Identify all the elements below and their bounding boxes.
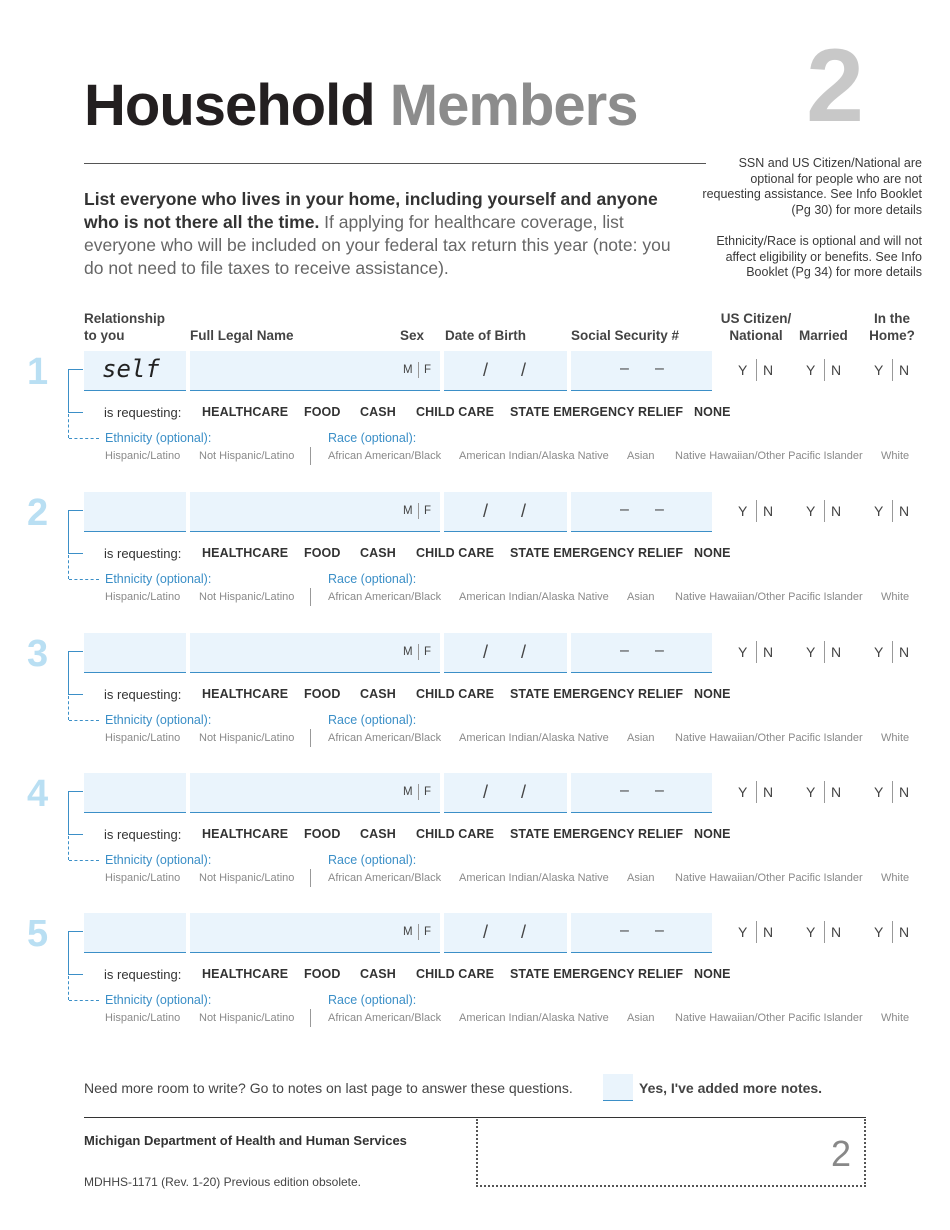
col-home [864, 310, 920, 344]
race-american-indian[interactable]: American Indian/Alaska Native [459, 450, 609, 462]
member-row-1 [0, 351, 950, 481]
request-child-care[interactable]: CHILD CARE [416, 827, 495, 841]
ethnicity-race-divider [310, 869, 311, 887]
row-dashed-connector-h [69, 860, 99, 861]
request-state-emergency-relief[interactable]: STATE EMERGENCY RELIEF [510, 687, 684, 701]
ethnicity-label: Ethnicity (optional): [105, 713, 212, 727]
member-number: 2 [27, 492, 49, 534]
dob-slash-2: / [521, 501, 527, 521]
col-relationship-line2: to you [84, 328, 125, 343]
in-home-divider [892, 500, 893, 522]
ethnicity-not-hispanic[interactable]: Not Hispanic/Latino [199, 591, 295, 603]
request-state-emergency-relief[interactable]: STATE EMERGENCY RELIEF [510, 967, 684, 981]
request-child-care[interactable]: CHILD CARE [416, 687, 495, 701]
race-pacific-islander[interactable]: Native Hawaiian/Other Pacific Islander [675, 732, 863, 744]
col-name: Full Legal Name [190, 328, 294, 343]
member-number: 5 [27, 913, 49, 955]
ssn-dash-1: – [620, 360, 629, 377]
request-none[interactable]: NONE [694, 967, 731, 981]
race-american-indian[interactable]: American Indian/Alaska Native [459, 872, 609, 884]
in-home-divider [892, 921, 893, 943]
request-healthcare[interactable]: HEALTHCARE [202, 967, 289, 981]
full-name-field[interactable] [190, 351, 440, 391]
ethnicity-hispanic[interactable]: Hispanic/Latino [105, 591, 181, 603]
date-of-birth-field[interactable] [444, 492, 567, 532]
race-label: Race (optional): [328, 713, 417, 727]
is-requesting-label: is requesting: [104, 405, 182, 420]
is-requesting-label: is requesting: [104, 546, 182, 561]
request-state-emergency-relief[interactable]: STATE EMERGENCY RELIEF [510, 827, 684, 841]
request-none[interactable]: NONE [694, 405, 731, 419]
ssn-dash-2: – [655, 501, 664, 518]
race-american-indian[interactable]: American Indian/Alaska Native [459, 591, 609, 603]
office-use-box [476, 1119, 866, 1187]
ssn-field[interactable] [571, 492, 712, 532]
row-dashed-connector [68, 836, 69, 860]
dob-slash-1: / [483, 360, 489, 380]
request-food[interactable]: FOOD [304, 687, 341, 701]
dob-slash-2: / [521, 642, 527, 662]
is-requesting-label: is requesting: [104, 967, 182, 982]
more-notes-prompt: Need more room to write? Go to notes on last page to answer these questions. [84, 1080, 573, 1096]
race-white[interactable]: White [881, 1012, 910, 1024]
col-ssn: Social Security # [571, 328, 680, 343]
ethnicity-not-hispanic[interactable]: Not Hispanic/Latino [199, 872, 295, 884]
race-african-american[interactable]: African American/Black [328, 450, 442, 462]
sex-divider [418, 644, 419, 660]
citizen-divider [756, 500, 757, 522]
race-asian[interactable]: Asian [627, 591, 655, 603]
in-home-yes[interactable]: Y [874, 644, 884, 660]
footer-divider [84, 1117, 866, 1118]
race-label: Race (optional): [328, 431, 417, 445]
sex-female-option[interactable]: F [424, 646, 432, 658]
race-pacific-islander[interactable]: Native Hawaiian/Other Pacific Islander [675, 591, 863, 603]
citizen-no[interactable]: N [763, 644, 774, 660]
citizen-yes[interactable]: Y [738, 362, 748, 378]
col-relationship-line1: Relationship [84, 311, 166, 326]
date-of-birth-field[interactable] [444, 773, 567, 813]
col-citizen [716, 310, 796, 344]
ethnicity-not-hispanic[interactable]: Not Hispanic/Latino [199, 732, 295, 744]
race-american-indian[interactable]: American Indian/Alaska Native [459, 732, 609, 744]
sex-male-option[interactable]: M [403, 926, 413, 938]
col-dob: Date of Birth [445, 328, 526, 343]
dob-slash-1: / [483, 922, 489, 942]
sex-divider [418, 924, 419, 940]
in-home-no[interactable]: N [899, 644, 910, 660]
row-dashed-connector-h [69, 1000, 99, 1001]
citizen-no[interactable]: N [763, 784, 774, 800]
race-african-american[interactable]: African American/Black [328, 1012, 442, 1024]
more-notes-checkbox[interactable] [603, 1074, 633, 1101]
ethnicity-label: Ethnicity (optional): [105, 431, 212, 445]
request-none[interactable]: NONE [694, 546, 731, 560]
col-citizen-line1: US Citizen/ [720, 311, 792, 326]
member-row-4 [0, 773, 950, 903]
citizen-divider [756, 781, 757, 803]
col-sex: Sex [400, 328, 425, 343]
race-note: Ethnicity/Race is optional and will not affect eligibility or benefits. See Info Booklet (Pg 34) for more details [716, 234, 922, 279]
date-of-birth-field[interactable] [444, 913, 567, 953]
member-number: 3 [27, 633, 49, 675]
citizen-divider [756, 921, 757, 943]
row-bracket [68, 369, 83, 413]
full-name-field[interactable] [190, 633, 440, 673]
request-none[interactable]: NONE [694, 687, 731, 701]
ethnicity-race-divider [310, 1009, 311, 1027]
col-relationship [84, 310, 165, 344]
married-divider [824, 641, 825, 663]
ethnicity-label: Ethnicity (optional): [105, 853, 212, 867]
ssn-dash-2: – [655, 360, 664, 377]
race-asian[interactable]: Asian [627, 732, 655, 744]
married-no[interactable]: N [831, 362, 842, 378]
ethnicity-label: Ethnicity (optional): [105, 572, 212, 586]
race-african-american[interactable]: African American/Black [328, 872, 442, 884]
relationship-field[interactable] [84, 633, 186, 673]
row-bracket [68, 510, 83, 554]
race-label: Race (optional): [328, 993, 417, 1007]
race-african-american[interactable]: African American/Black [328, 732, 442, 744]
ssn-dash-2: – [655, 782, 664, 799]
request-healthcare[interactable]: HEALTHCARE [202, 546, 289, 560]
sex-female-option[interactable]: F [424, 786, 432, 798]
ethnicity-not-hispanic[interactable]: Not Hispanic/Latino [199, 1012, 295, 1024]
married-no[interactable]: N [831, 644, 842, 660]
relationship-value: self [102, 355, 160, 383]
in-home-divider [892, 781, 893, 803]
request-cash[interactable]: CASH [360, 827, 396, 841]
request-food[interactable]: FOOD [304, 967, 341, 981]
ethnicity-hispanic[interactable]: Hispanic/Latino [105, 872, 181, 884]
full-name-field[interactable] [190, 492, 440, 532]
citizen-yes[interactable]: Y [738, 784, 748, 800]
ethnicity-race-divider [310, 447, 311, 465]
race-label: Race (optional): [328, 853, 417, 867]
request-healthcare[interactable]: HEALTHCARE [202, 687, 289, 701]
ethnicity-race-divider [310, 588, 311, 606]
race-asian[interactable]: Asian [627, 872, 655, 884]
form-number: MDHHS-1171 (Rev. 1-20) Previous edition obsolete. [84, 1175, 362, 1189]
married-no[interactable]: N [831, 784, 842, 800]
sex-male-option[interactable]: M [403, 646, 413, 658]
sex-male-option[interactable]: M [403, 364, 413, 376]
request-child-care[interactable]: CHILD CARE [416, 546, 495, 560]
ssn-dash-2: – [655, 642, 664, 659]
dob-slash-1: / [483, 782, 489, 802]
ethnicity-not-hispanic[interactable]: Not Hispanic/Latino [199, 450, 295, 462]
instructions-normal: If applying for healthcare coverage, list everyone who will be included on your federal tax return this year (note: you do not need to file taxes to receive assistance). [84, 212, 671, 278]
col-married: Married [799, 328, 848, 343]
member-number: 1 [27, 351, 49, 393]
agency-name: Michigan Department of Health and Human Services [84, 1133, 407, 1148]
ssn-field[interactable] [571, 351, 712, 391]
row-dashed-connector [68, 555, 69, 579]
request-state-emergency-relief[interactable]: STATE EMERGENCY RELIEF [510, 405, 684, 419]
citizen-yes[interactable]: Y [738, 924, 748, 940]
in-home-no[interactable]: N [899, 784, 910, 800]
in-home-yes[interactable]: Y [874, 503, 884, 519]
relationship-field[interactable] [84, 773, 186, 813]
request-cash[interactable]: CASH [360, 687, 396, 701]
request-food[interactable]: FOOD [304, 827, 341, 841]
citizen-no[interactable]: N [763, 924, 774, 940]
row-bracket [68, 931, 83, 975]
dob-slash-2: / [521, 922, 527, 942]
ethnicity-label: Ethnicity (optional): [105, 993, 212, 1007]
request-cash[interactable]: CASH [360, 967, 396, 981]
married-yes[interactable]: Y [806, 503, 816, 519]
race-african-american[interactable]: African American/Black [328, 591, 442, 603]
request-food[interactable]: FOOD [304, 405, 341, 419]
row-dashed-connector-h [69, 720, 99, 721]
race-white[interactable]: White [881, 591, 910, 603]
in-home-no[interactable]: N [899, 924, 910, 940]
married-no[interactable]: N [831, 924, 842, 940]
race-label: Race (optional): [328, 572, 417, 586]
date-of-birth-field[interactable] [444, 633, 567, 673]
sex-divider [418, 362, 419, 378]
instructions-bold: List everyone who lives in your home, including yourself and anyone who is not there all the time. [84, 189, 658, 232]
request-none[interactable]: NONE [694, 827, 731, 841]
citizen-yes[interactable]: Y [738, 644, 748, 660]
ssn-field[interactable] [571, 633, 712, 673]
request-cash[interactable]: CASH [360, 405, 396, 419]
in-home-no[interactable]: N [899, 503, 910, 519]
race-american-indian[interactable]: American Indian/Alaska Native [459, 1012, 609, 1024]
is-requesting-label: is requesting: [104, 687, 182, 702]
race-white[interactable]: White [881, 732, 910, 744]
request-food[interactable]: FOOD [304, 546, 341, 560]
row-dashed-connector [68, 696, 69, 720]
member-row-2 [0, 492, 950, 622]
married-divider [824, 781, 825, 803]
married-divider [824, 921, 825, 943]
member-row-3 [0, 633, 950, 763]
dob-slash-1: / [483, 501, 489, 521]
ssn-dash-1: – [620, 922, 629, 939]
ethnicity-hispanic[interactable]: Hispanic/Latino [105, 1012, 181, 1024]
sex-divider [418, 784, 419, 800]
request-child-care[interactable]: CHILD CARE [416, 967, 495, 981]
citizen-yes[interactable]: Y [738, 503, 748, 519]
request-healthcare[interactable]: HEALTHCARE [202, 405, 289, 419]
row-dashed-connector-h [69, 438, 99, 439]
col-home-line2: Home? [869, 328, 915, 343]
sex-female-option[interactable]: F [424, 926, 432, 938]
in-home-divider [892, 359, 893, 381]
row-dashed-connector [68, 976, 69, 1000]
ssn-dash-2: – [655, 922, 664, 939]
full-name-field[interactable] [190, 773, 440, 813]
row-bracket [68, 651, 83, 695]
dob-slash-2: / [521, 782, 527, 802]
title-divider [84, 163, 706, 164]
ssn-field[interactable] [571, 913, 712, 953]
title-members: Members [389, 73, 638, 138]
ethnicity-race-divider [310, 729, 311, 747]
col-citizen-line2: National [729, 328, 783, 343]
instructions [84, 188, 684, 280]
in-home-yes[interactable]: Y [874, 924, 884, 940]
row-dashed-connector [68, 414, 69, 438]
ethnicity-hispanic[interactable]: Hispanic/Latino [105, 732, 181, 744]
citizen-no[interactable]: N [763, 503, 774, 519]
in-home-yes[interactable]: Y [874, 362, 884, 378]
request-healthcare[interactable]: HEALTHCARE [202, 827, 289, 841]
race-pacific-islander[interactable]: Native Hawaiian/Other Pacific Islander [675, 872, 863, 884]
race-pacific-islander[interactable]: Native Hawaiian/Other Pacific Islander [675, 450, 863, 462]
relationship-field[interactable] [84, 492, 186, 532]
title-household: Household [84, 73, 375, 138]
col-home-line1: In the [874, 311, 910, 326]
request-state-emergency-relief[interactable]: STATE EMERGENCY RELIEF [510, 546, 684, 560]
ssn-field[interactable] [571, 773, 712, 813]
race-asian[interactable]: Asian [627, 450, 655, 462]
dob-slash-2: / [521, 360, 527, 380]
relationship-field[interactable] [84, 913, 186, 953]
is-requesting-label: is requesting: [104, 827, 182, 842]
married-yes[interactable]: Y [806, 784, 816, 800]
ssn-note: SSN and US Citizen/National are optional for people who are not requesting assistance. See Info Booklet (Pg 30) for more details [702, 156, 922, 217]
married-yes[interactable]: Y [806, 924, 816, 940]
race-pacific-islander[interactable]: Native Hawaiian/Other Pacific Islander [675, 1012, 863, 1024]
member-row-5 [0, 913, 950, 1043]
in-home-yes[interactable]: Y [874, 784, 884, 800]
relationship-field[interactable] [84, 351, 186, 391]
sex-female-option[interactable]: F [424, 364, 432, 376]
ssn-dash-1: – [620, 501, 629, 518]
page-title [84, 72, 637, 139]
citizen-divider [756, 359, 757, 381]
sex-male-option[interactable]: M [403, 505, 413, 517]
date-of-birth-field[interactable] [444, 351, 567, 391]
section-number: 2 [806, 28, 864, 144]
race-white[interactable]: White [881, 450, 910, 462]
sex-divider [418, 503, 419, 519]
married-no[interactable]: N [831, 503, 842, 519]
citizen-no[interactable]: N [763, 362, 774, 378]
request-cash[interactable]: CASH [360, 546, 396, 560]
race-white[interactable]: White [881, 872, 910, 884]
member-number: 4 [27, 773, 49, 815]
married-yes[interactable]: Y [806, 362, 816, 378]
ethnicity-hispanic[interactable]: Hispanic/Latino [105, 450, 181, 462]
ssn-dash-1: – [620, 782, 629, 799]
footer-page-number: 2 [831, 1133, 852, 1174]
full-name-field[interactable] [190, 913, 440, 953]
married-divider [824, 359, 825, 381]
in-home-divider [892, 641, 893, 663]
row-bracket [68, 791, 83, 835]
ssn-dash-1: – [620, 642, 629, 659]
race-asian[interactable]: Asian [627, 1012, 655, 1024]
more-notes-label: Yes, I've added more notes. [639, 1080, 823, 1096]
married-divider [824, 500, 825, 522]
citizen-divider [756, 641, 757, 663]
married-yes[interactable]: Y [806, 644, 816, 660]
row-dashed-connector-h [69, 579, 99, 580]
sex-female-option[interactable]: F [424, 505, 432, 517]
dob-slash-1: / [483, 642, 489, 662]
in-home-no[interactable]: N [899, 362, 910, 378]
sex-male-option[interactable]: M [403, 786, 413, 798]
request-child-care[interactable]: CHILD CARE [416, 405, 495, 419]
